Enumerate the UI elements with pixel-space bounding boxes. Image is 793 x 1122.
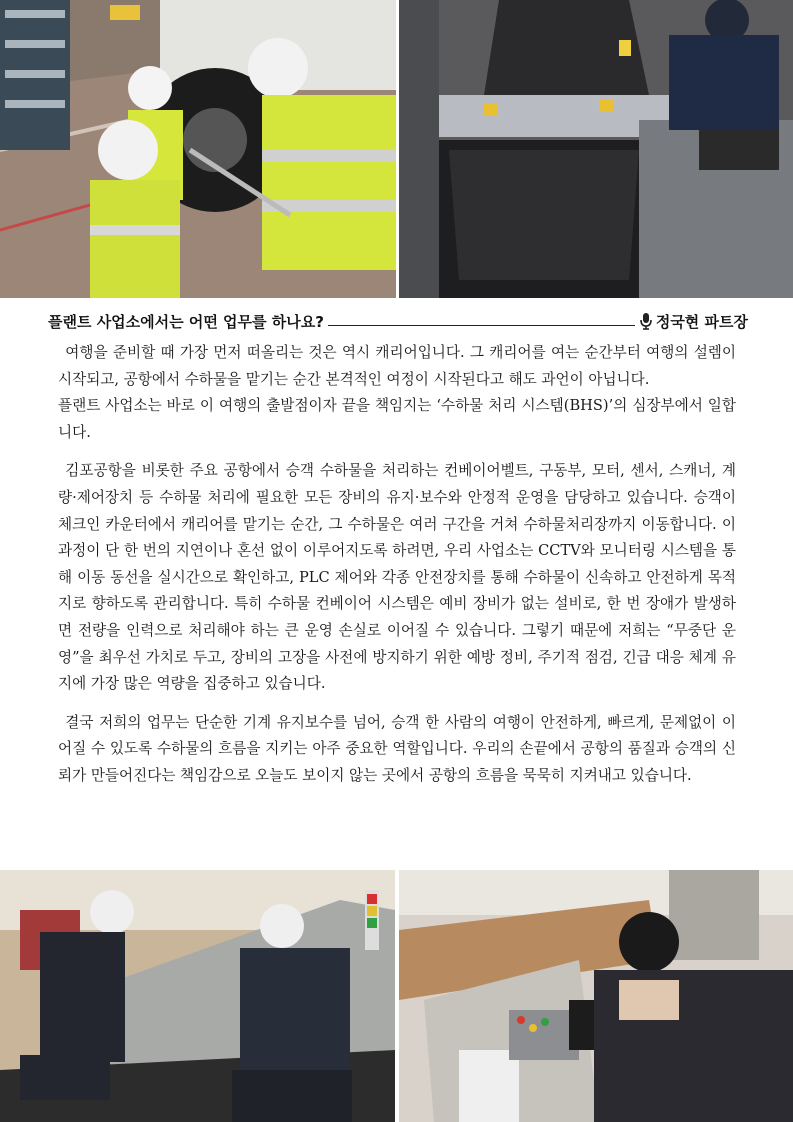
article-body: [58, 340, 736, 790]
photo-conveyor-repair: [399, 0, 793, 298]
photo-control-panel: [399, 870, 793, 1122]
microphone-icon: [639, 312, 653, 330]
paragraph: 결국 저희의 업무는 단순한 기계 유지보수를 넘어, 승객 한 사람의 여행이 안전하게, 빠르게, 문제없이 이어질 수 있도록 수하물의 흐름을 지키는 아주 중요한 역할입니다. 우리의 손끝에서 공항의 품질과 승객의 신뢰가 만들어진다는 책임감으로 오늘도 보이지 않는 곳에서 공항의 흐름을 묵묵히 지켜내고 있습니다.: [58, 713, 736, 784]
heading-question: 플랜트 사업소에서는 어떤 업무를 하나요?: [48, 312, 324, 331]
section-heading: [48, 308, 748, 334]
paragraph: 여행을 준비할 때 가장 먼저 떠올리는 것은 역시 캐리어입니다. 그 캐리어를 여는 순간부터 여행의 설렘이 시작되고, 공항에서 수하물을 맡기는 순간 본격적인 여정이 시작된다고 해도 과언이 아닙니다.: [58, 344, 736, 388]
photo-baggage-carousel: [0, 870, 395, 1122]
photo-wheel-maintenance: [0, 0, 396, 298]
paragraph: 김포공항을 비롯한 주요 공항에서 승객 수하물을 처리하는 컨베이어벨트, 구동부, 모터, 센서, 스캐너, 계량·제어장치 등 수하물 처리에 필요한 모든 장비의 유지·보수와 안정적 운영을 담당하고 있습니다. 승객이 체크인 카운터에서 캐리어를 맡기는 순간, 그 수하물은 여러 구간을 거쳐 수하물처리장까지 이동합니다. 이 과정이 단 한 번의 지연이나 혼선 없이 이루어지도록 하려면, 우리 사업소는 CCTV와 모니터링 시스템을 통해 이동 동선을 실시간으로 확인하고, PLC 제어와 각종 안전장치를 통해 수하물이 신속하고 안전하게 목적지로 향하도록 관리합니다. 특히 수하물 컨베이어 시스템은 예비 장비가 없는 설비로, 한 번 장애가 발생하면 전량을 인력으로 처리해야 하는 큰 운영 손실로 이어질 수 있습니다. 그렇기 때문에 저희는 “무중단 운영”을 최우선 가치로 두고, 장비의 고장을 사전에 방지하기 위한 예방 정비, 주기적 점검, 긴급 대응 체계 유지에 가장 많은 역량을 집중하고 있습니다.: [58, 462, 736, 693]
paragraph: 플랜트 사업소는 바로 이 여행의 출발점이자 끝을 책임지는 ‘수하물 처리 시스템(BHS)’의 심장부에서 일합니다.: [58, 397, 736, 441]
heading-speaker: 정국현 파트장: [655, 312, 748, 331]
heading-divider: [328, 325, 635, 326]
